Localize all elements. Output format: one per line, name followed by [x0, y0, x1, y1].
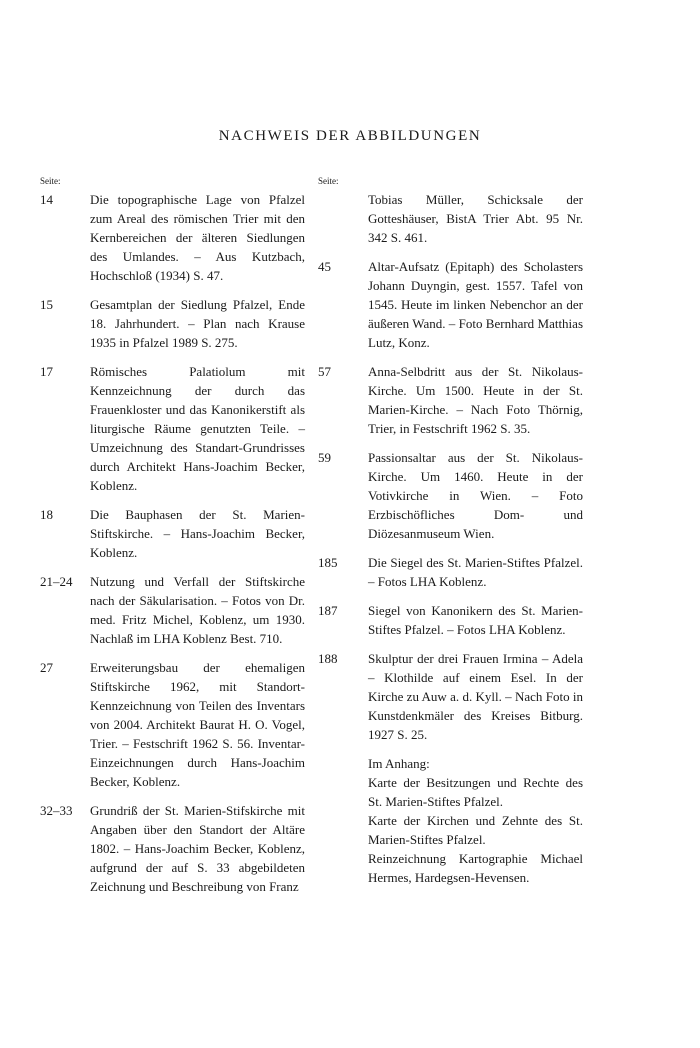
continuation-entry: [318, 190, 586, 247]
entry-page-number: 21–24: [40, 574, 73, 589]
list-item: [318, 649, 586, 744]
list-item: [318, 601, 586, 639]
entry-description: Die Bauphasen der St. Marien-Stiftskirche. – Hans-Joachim Becker, Koblenz.: [90, 507, 305, 560]
entry-page-number: 14: [40, 192, 53, 207]
entry-page-number: 57: [318, 364, 331, 379]
list-item: [40, 190, 310, 285]
entry-page-number: 45: [318, 259, 331, 274]
entry-page-number: 185: [318, 555, 338, 570]
list-item: [40, 801, 310, 896]
seite-label-left: Seite:: [40, 176, 61, 186]
anhang-line: Karte der Besitzungen und Rechte des St. Marien-Stiftes Pfalzel.: [368, 775, 583, 809]
entry-description: Anna-Selbdritt aus der St. Nikolaus-Kirche. Um 1500. Heute in der St. Marien-Kirche. – Nach Foto Thörnig, Trier, in Festschrift 1962 S. 35.: [368, 364, 583, 436]
entry-page-number: 18: [40, 507, 53, 522]
entry-description: Erweiterungsbau der ehemaligen Stiftskirche 1962, mit Standort-Kennzeichnung von Teilen des Inventars von 2004. Architekt Baurat H. O. Vogel, Trier. – Festschrift 1962 S. 56. Inventar-Einzeichnungen durch Hans-Joachim Becker, Koblenz.: [90, 660, 305, 789]
entry-page-number: 188: [318, 651, 338, 666]
entry-description: Grundriß der St. Marien-Stifskirche mit Angaben über den Standort der Altäre 1802. – Hans-Joachim Becker, Koblenz, aufgrund der auf S. 33 abgebildeten Zeichnung und Beschreibung von Franz: [90, 803, 305, 894]
anhang-block: [318, 754, 586, 887]
list-item: [318, 257, 586, 352]
left-column: [40, 176, 310, 906]
entry-page-number: 59: [318, 450, 331, 465]
entry-description: Passionsaltar aus der St. Nikolaus-Kirche. Um 1460. Heute in der Votivkirche in Wien. – Foto Erzbischöfliches Dom- und Diözesanmuseum Wien.: [368, 450, 583, 541]
entry-description: Gesamtplan der Siedlung Pfalzel, Ende 18. Jahrhundert. – Plan nach Krause 1935 in Pfalzel 1989 S. 275.: [90, 297, 305, 350]
right-column: [318, 176, 586, 887]
anhang-line: Karte der Kirchen und Zehnte des St. Marien-Stiftes Pfalzel.: [368, 813, 583, 847]
list-item: [318, 448, 586, 543]
entry-page-number: 27: [40, 660, 53, 675]
list-item: [40, 658, 310, 791]
entry-page-number: 187: [318, 603, 338, 618]
entry-description: Siegel von Kanonikern des St. Marien-Stiftes Pfalzel. – Fotos LHA Koblenz.: [368, 603, 583, 637]
seite-label-right: Seite:: [318, 176, 339, 186]
entry-description: Skulptur der drei Frauen Irmina – Adela – Klothilde auf einem Esel. In der Kirche zu Auw a. d. Kyll. – Nach Foto in Kunstdenkmäler des Kreises Bitburg. 1927 S. 25.: [368, 651, 583, 742]
list-item: [318, 362, 586, 438]
entry-description: Römisches Palatiolum mit Kennzeichnung der durch das Frauenkloster und das Kanonikerstift als liturgische Räume genutzten Teile. – Umzeichnung des Standart-Grundrisses durch Architekt Hans-Joachim Becker, Koblenz.: [90, 364, 305, 493]
list-item: [40, 572, 310, 648]
entry-description: Altar-Aufsatz (Epitaph) des Scholasters Johann Duyngin, gest. 1557. Tafel von 1545. Heute im linken Nebenchor an der äußeren Wand. – Foto Bernhard Matthias Lutz, Konz.: [368, 259, 583, 350]
entry-description: Nutzung und Verfall der Stiftskirche nach der Säkularisation. – Fotos von Dr. med. Fritz Michel, Koblenz, um 1930. Nachlaß im LHA Koblenz Best. 710.: [90, 574, 305, 646]
entry-page-number: 15: [40, 297, 53, 312]
page-title: NACHWEIS DER ABBILDUNGEN: [218, 128, 482, 144]
list-item: [40, 505, 310, 562]
anhang-line: Reinzeichnung Kartographie Michael Hermes, Hardegsen-Hevensen.: [368, 851, 583, 885]
continuation-text: Tobias Müller, Schicksale der Gotteshäuser, BistA Trier Abt. 95 Nr. 342 S. 461.: [368, 192, 583, 245]
list-item: [318, 553, 586, 591]
entry-description: Die Siegel des St. Marien-Stiftes Pfalzel. – Fotos LHA Koblenz.: [368, 555, 583, 589]
entry-page-number: 17: [40, 364, 53, 379]
anhang-heading: Im Anhang:: [368, 756, 430, 771]
list-item: [40, 295, 310, 352]
entry-page-number: 32–33: [40, 803, 73, 818]
entry-description: Die topographische Lage von Pfalzel zum Areal des römischen Trier mit den Kernbereichen der älteren Siedlungen des Umlandes. – Aus Kutzbach, Hochschloß (1934) S. 47.: [90, 192, 305, 283]
list-item: [40, 362, 310, 495]
